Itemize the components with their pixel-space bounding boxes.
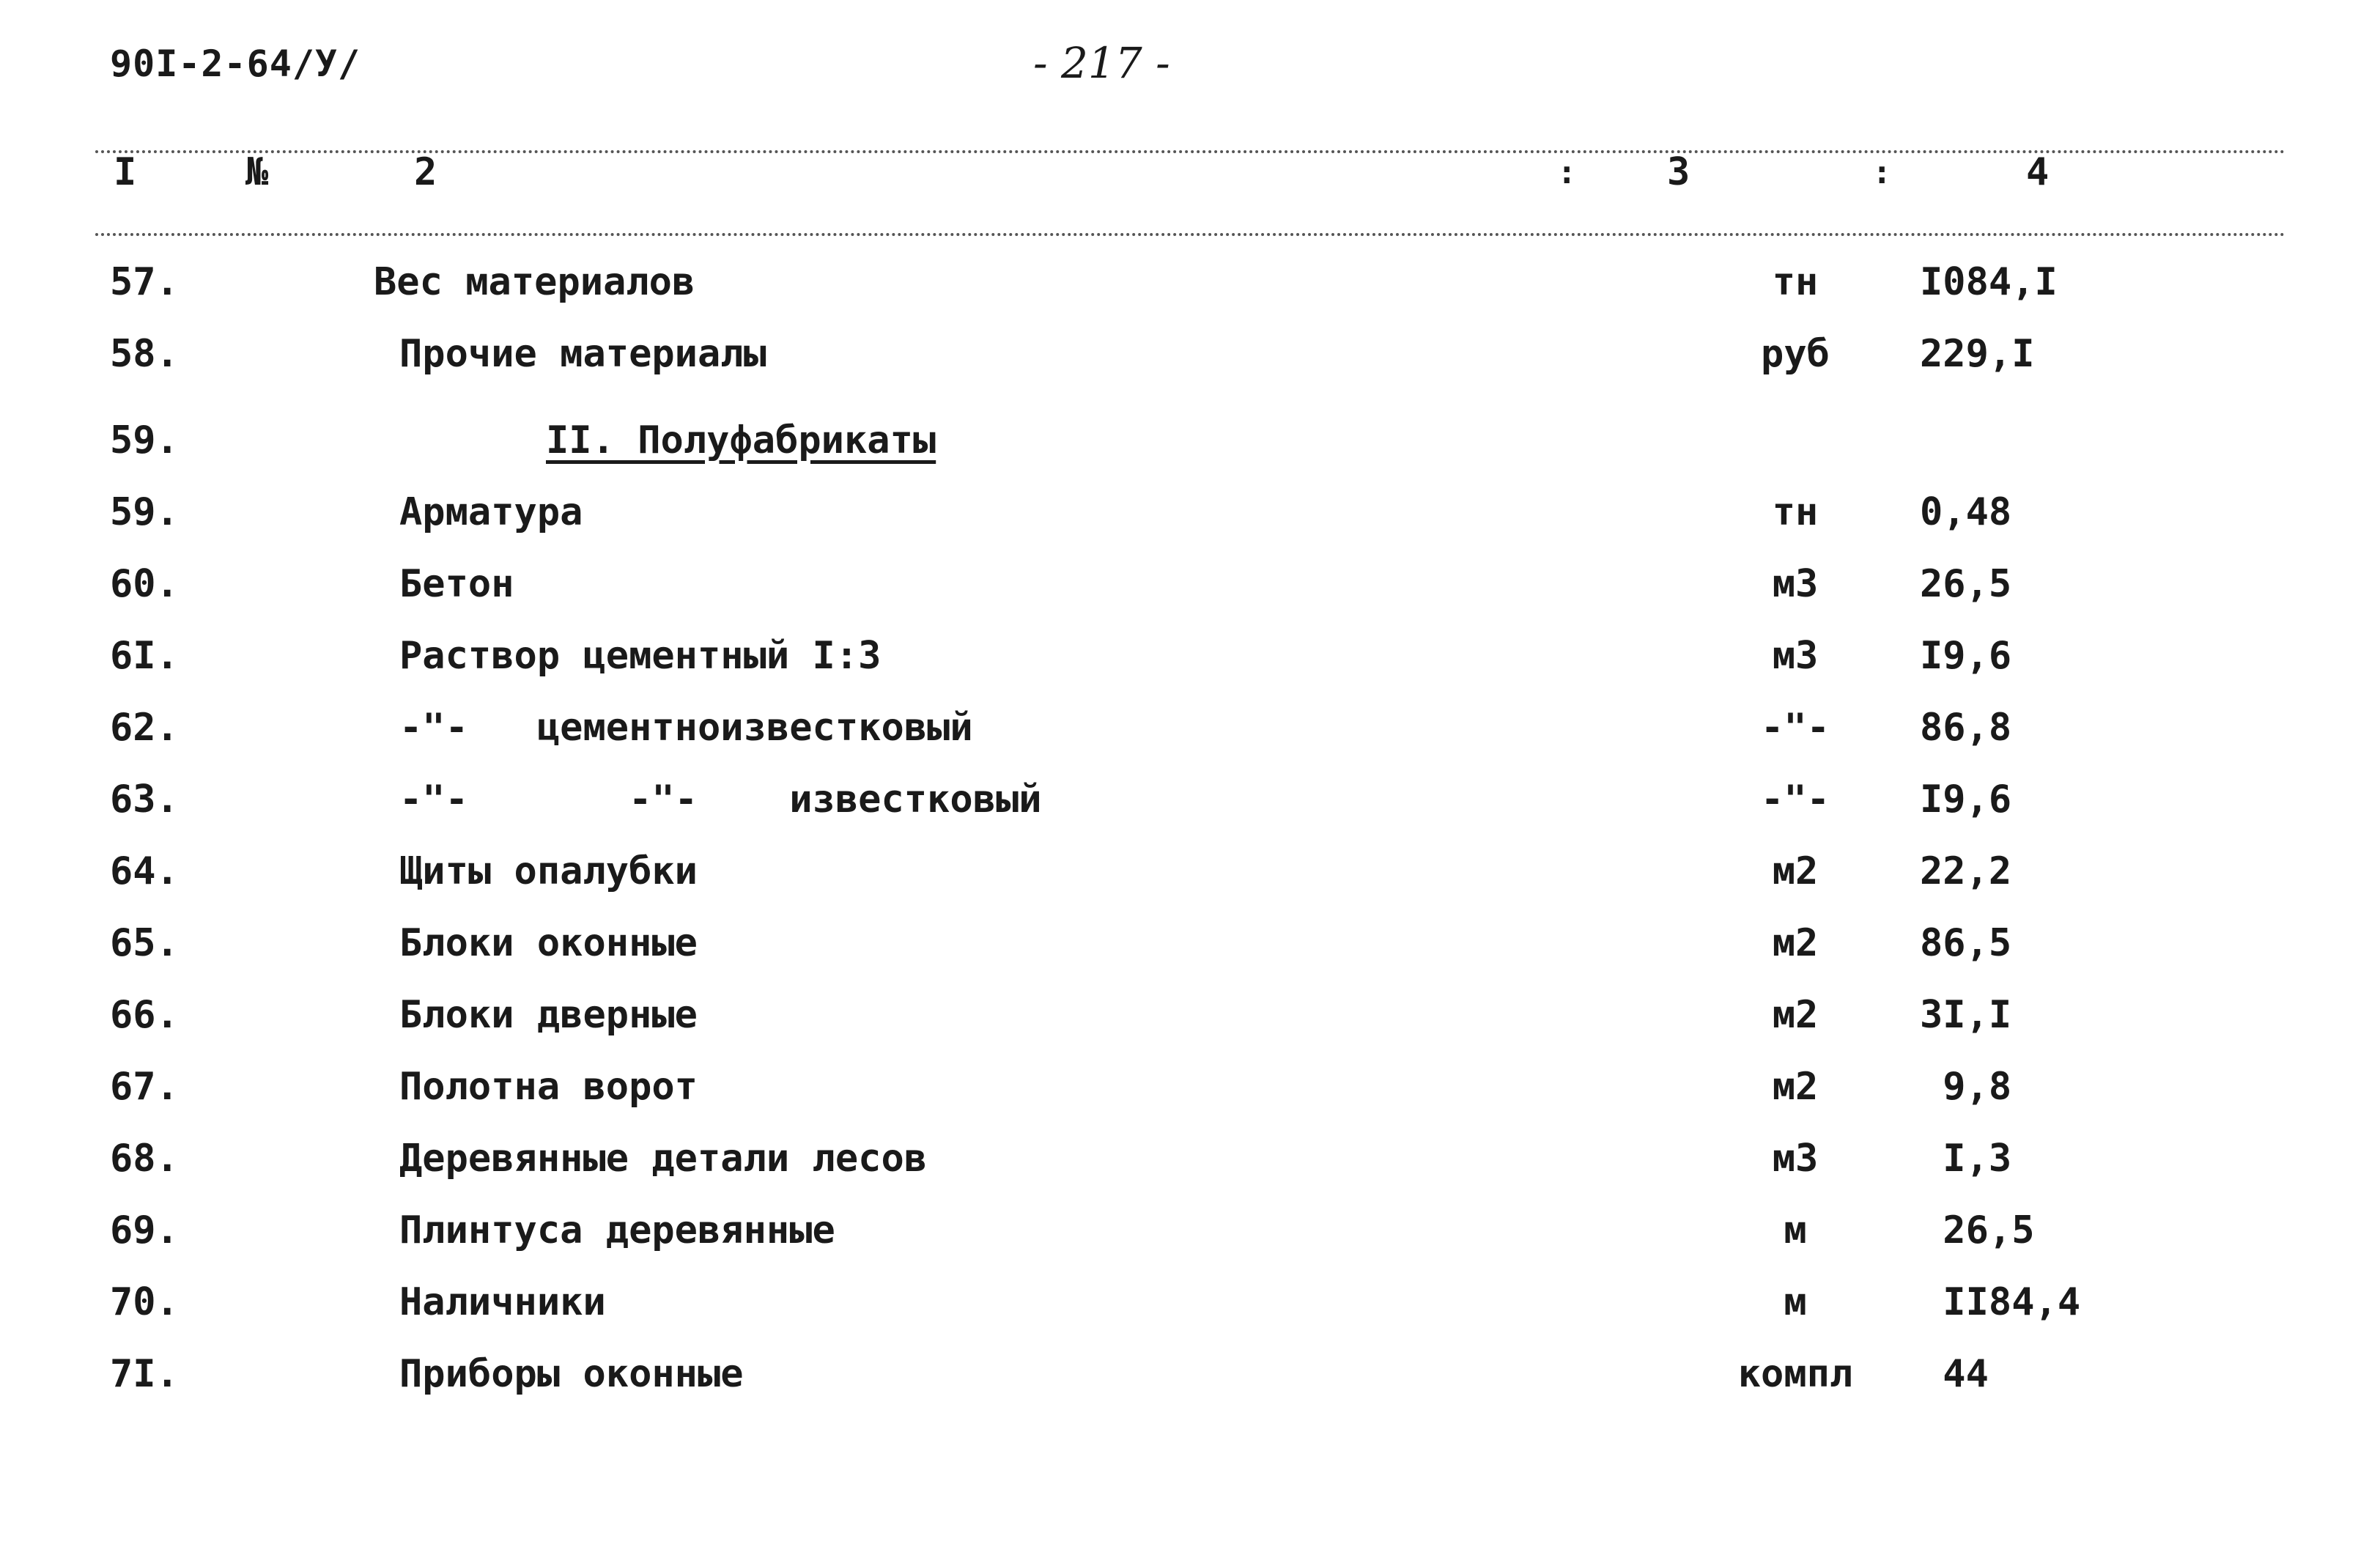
unit-of-measure: тн [1772,260,1819,304]
unit-of-measure: м [1784,1208,1807,1252]
table-row [0,842,2380,914]
quantity-value: I084,I [1920,260,2058,304]
item-name: -"- цементноизвестковый [399,706,973,750]
quantity-value: II84,4 [1920,1280,2081,1324]
unit-of-measure: м2 [1772,993,1819,1037]
table-header-rule [95,233,2286,236]
quantity-value: 9,8 [1920,1065,2012,1109]
row-number: 68. [110,1137,179,1181]
table-row [0,253,2380,325]
unit-of-measure: компл [1737,1352,1853,1396]
quantity-value: I9,6 [1920,778,2012,822]
unit-of-measure: -"- [1761,706,1830,750]
table-row [0,483,2380,555]
unit-of-measure: м2 [1772,849,1819,893]
item-name: Полотна ворот [399,1065,698,1109]
row-number: 6I. [110,634,179,678]
row-number: 62. [110,706,179,750]
table-row [0,1273,2380,1345]
table-row [0,770,2380,842]
item-name: Прочие материалы [399,332,766,376]
table-row [0,1057,2380,1129]
quantity-value: 3I,I [1920,993,2012,1037]
row-number: 63. [110,778,179,822]
page-number: - 217 - [1033,38,1170,88]
table-body [0,253,2380,1417]
unit-of-measure: м3 [1772,562,1819,606]
item-name: Приборы оконные [399,1352,744,1396]
row-number: 59. [110,418,179,462]
item-name: Арматура [399,490,583,534]
unit-of-measure: руб [1761,332,1830,376]
row-number: 69. [110,1208,179,1252]
item-name: Блоки дверные [399,993,698,1037]
quantity-value: 86,5 [1920,921,2012,965]
document-code: 90I-2-64/У/ [110,43,361,85]
column-separator: : [1557,154,1577,191]
quantity-value: 22,2 [1920,849,2012,893]
row-number: 70. [110,1280,179,1324]
unit-of-measure: м3 [1772,634,1819,678]
unit-of-measure: -"- [1761,778,1830,822]
item-name: Щиты опалубки [399,849,698,893]
quantity-value: 44 [1920,1352,1989,1396]
row-number: 67. [110,1065,179,1109]
item-name: Бетон [399,562,514,606]
quantity-value: 26,5 [1920,1208,2035,1252]
table-row [0,1345,2380,1417]
unit-of-measure: м [1784,1280,1807,1324]
quantity-value: 229,I [1920,332,2035,376]
unit-of-measure: м3 [1772,1137,1819,1181]
item-name: Деревянные детали лесов [399,1137,928,1181]
row-number: 60. [110,562,179,606]
column-header-2: 2 [414,150,437,194]
column-header-1: I [114,150,137,194]
row-number: 64. [110,849,179,893]
item-name: II. Полуфабрикаты [546,418,936,462]
unit-of-measure: тн [1772,490,1819,534]
quantity-value: 26,5 [1920,562,2012,606]
item-name: Вес материалов [374,260,695,304]
quantity-value: 0,48 [1920,490,2012,534]
quantity-value: 86,8 [1920,706,2012,750]
row-number: 59. [110,490,179,534]
table-row [0,914,2380,986]
quantity-value: I,3 [1920,1137,2012,1181]
item-name: Наличники [399,1280,606,1324]
row-number: 65. [110,921,179,965]
item-name: Плинтуса деревянные [399,1208,835,1252]
row-number: 7I. [110,1352,179,1396]
table-row [0,555,2380,627]
row-number: 57. [110,260,179,304]
table-row [0,986,2380,1057]
item-name: -"- -"- известковый [399,778,1042,822]
table-row [0,1201,2380,1273]
quantity-value: I9,6 [1920,634,2012,678]
table-row [0,325,2380,396]
unit-of-measure: м2 [1772,1065,1819,1109]
column-header-3: 3 [1667,150,1690,194]
column-header-number-sign: № [245,150,269,194]
table-row [0,1129,2380,1201]
column-separator: : [1872,154,1892,191]
item-name: Блоки оконные [399,921,698,965]
unit-of-measure: м2 [1772,921,1819,965]
table-row [0,698,2380,770]
item-name: Раствор цементный I:3 [399,634,882,678]
row-number: 58. [110,332,179,376]
row-number: 66. [110,993,179,1037]
section-heading-row [0,396,2380,483]
column-header-4: 4 [2026,150,2050,194]
table-row [0,627,2380,698]
